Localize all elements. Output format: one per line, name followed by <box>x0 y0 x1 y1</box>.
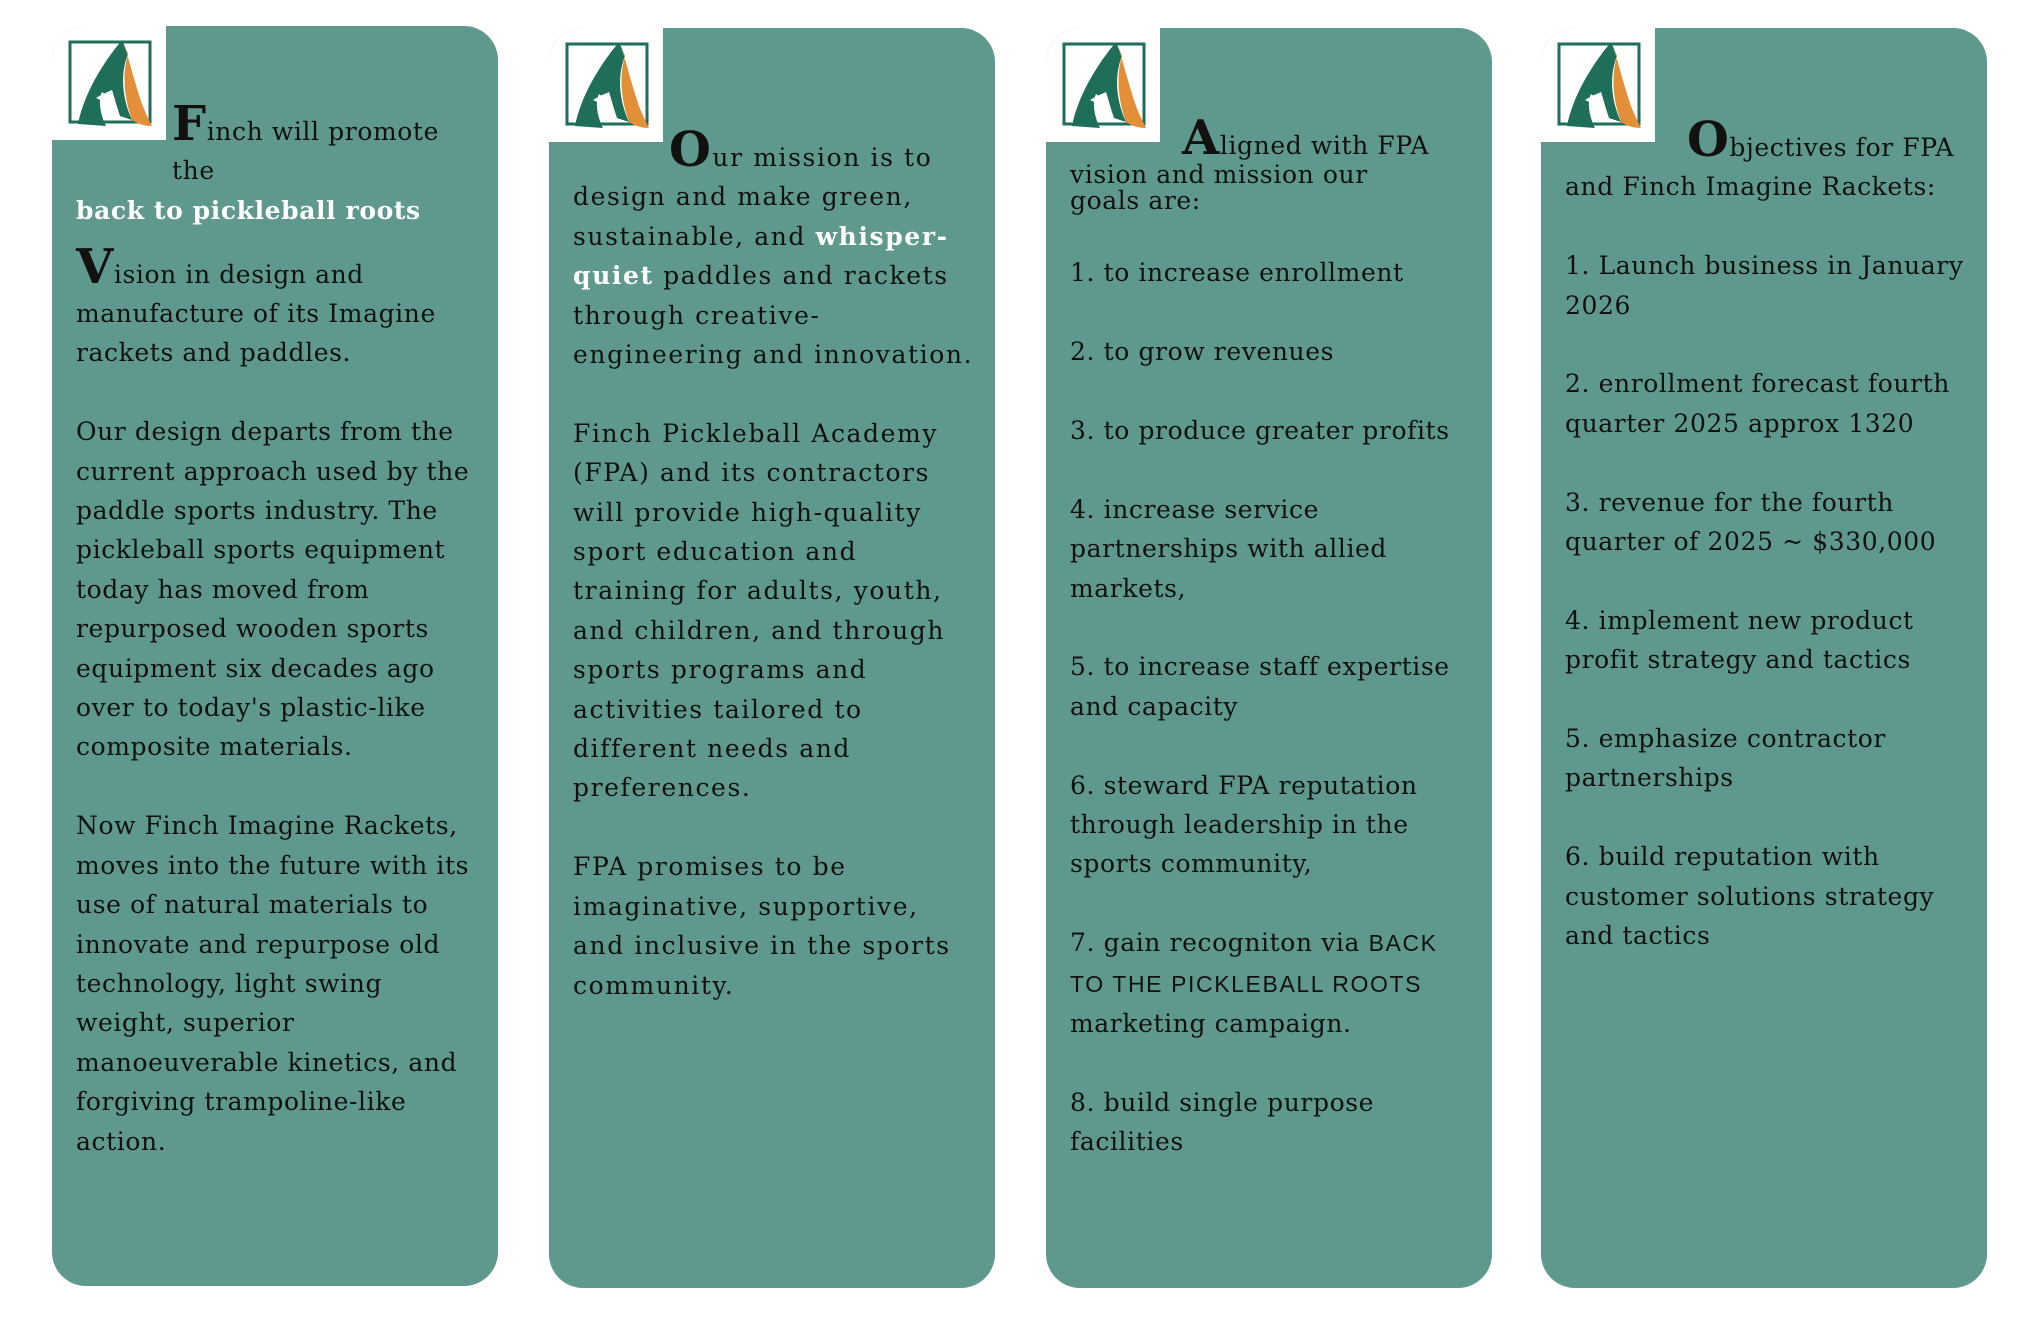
mission-statement <box>573 122 977 374</box>
dropcap-o: O <box>669 122 713 178</box>
dropcap-v: V <box>76 238 114 295</box>
mission-card <box>549 28 995 1288</box>
back-to-roots-campaign: BACK TO THE PICKLEBALL ROOTS <box>1070 930 1438 997</box>
mission-card-body <box>573 122 977 1005</box>
objective-item: 1. Launch business in January 2026 <box>1565 251 1964 320</box>
objective-item: 3. revenue for the fourth quarter of 2025 ~ $330,000 <box>1565 487 1937 557</box>
mission-text-2: paddles and rackets through creative-engineering and innovation. <box>573 261 974 370</box>
goals-card-body <box>1070 110 1474 1162</box>
logo-box <box>549 28 663 142</box>
dropcap-o: O <box>1687 112 1730 168</box>
vision-text: ision in design and manufacture of its Imagine rackets and paddles. <box>76 259 436 368</box>
design-paragraph: Our design departs from the current approach used by the paddle sports industry. The pickleball sports equipment today has moved from repurposed wooden sports equipment six decades ago over to today's plastic-like composite materials. <box>76 417 470 762</box>
academy-paragraph: Finch Pickleball Academy (FPA) and its contractors will provide high-quality sport education and training for adults, youth, and children, and through sports programs and activities tailored to different needs and preferences. <box>573 418 946 803</box>
intro-text: inch will promote the <box>172 117 439 186</box>
goals-heading-2: vision and mission our <box>1070 160 1368 189</box>
goal-7-prefix: 7. gain recogniton via <box>1070 928 1369 958</box>
vision-intro-cont <box>76 152 480 191</box>
dropcap-f: F <box>172 96 207 152</box>
future-paragraph: Now Finch Imagine Rackets, moves into the future with its use of natural materials to innovate and repurpose old technology, light swing weight, superior manoeuverable kinetics, and forgiving trampoline-like action. <box>76 811 470 1156</box>
goals-heading-3: goals are: <box>1070 186 1201 215</box>
goal-item: 4. increase service partnerships with allied markets, <box>1070 494 1388 603</box>
goal-item: 2. to grow revenues <box>1070 337 1335 367</box>
dropcap-a: A <box>1182 110 1220 166</box>
back-to-roots-highlight: back to pickleball roots <box>76 196 421 226</box>
objectives-heading-1: bjectives for FPA <box>1729 133 1955 162</box>
goals-heading-1: ligned with FPA <box>1219 131 1430 160</box>
mission-text-1: ur mission is to design and make green, sustainable, and <box>573 143 933 251</box>
goal-item-7 <box>1070 923 1474 1043</box>
whisper-quiet-highlight: whisper-quiet <box>573 221 949 291</box>
vision-highlight-line <box>76 191 480 230</box>
objectives-heading-2: and Finch Imagine Rackets: <box>1565 172 1936 202</box>
goal-7-suffix: marketing campaign. <box>1070 1009 1352 1039</box>
goal-item: 1. to increase enrollment <box>1070 258 1404 288</box>
objectives-card <box>1541 28 1987 1288</box>
objectives-heading <box>1565 112 1969 207</box>
vision-card-body <box>76 96 480 1161</box>
vision-statement <box>76 238 480 373</box>
objective-item: 6. build reputation with customer solutions strategy and tactics <box>1565 842 1935 951</box>
objective-item: 2. enrollment forecast fourth quarter 2025 approx 1320 <box>1565 369 1950 438</box>
objective-item: 5. emphasize contractor partnerships <box>1565 724 1886 793</box>
goal-item: 8. build single purpose facilities <box>1070 1087 1375 1157</box>
goal-item: 3. to produce greater profits <box>1070 415 1450 445</box>
vision-card <box>52 26 498 1286</box>
objective-item: 4. implement new product profit strategy and tactics <box>1565 605 1914 675</box>
goal-item: 5. to increase staff expertise and capacity <box>1070 652 1450 721</box>
goals-card <box>1046 28 1492 1288</box>
promise-paragraph: FPA promises to be imaginative, supportive, and inclusive in the sports community. <box>573 852 951 1000</box>
finch-a-logo-icon <box>559 36 655 136</box>
objectives-card-body <box>1565 112 1969 955</box>
goal-item: 6. steward FPA reputation through leadership in the sports community, <box>1070 770 1418 879</box>
goals-heading <box>1070 110 1474 215</box>
